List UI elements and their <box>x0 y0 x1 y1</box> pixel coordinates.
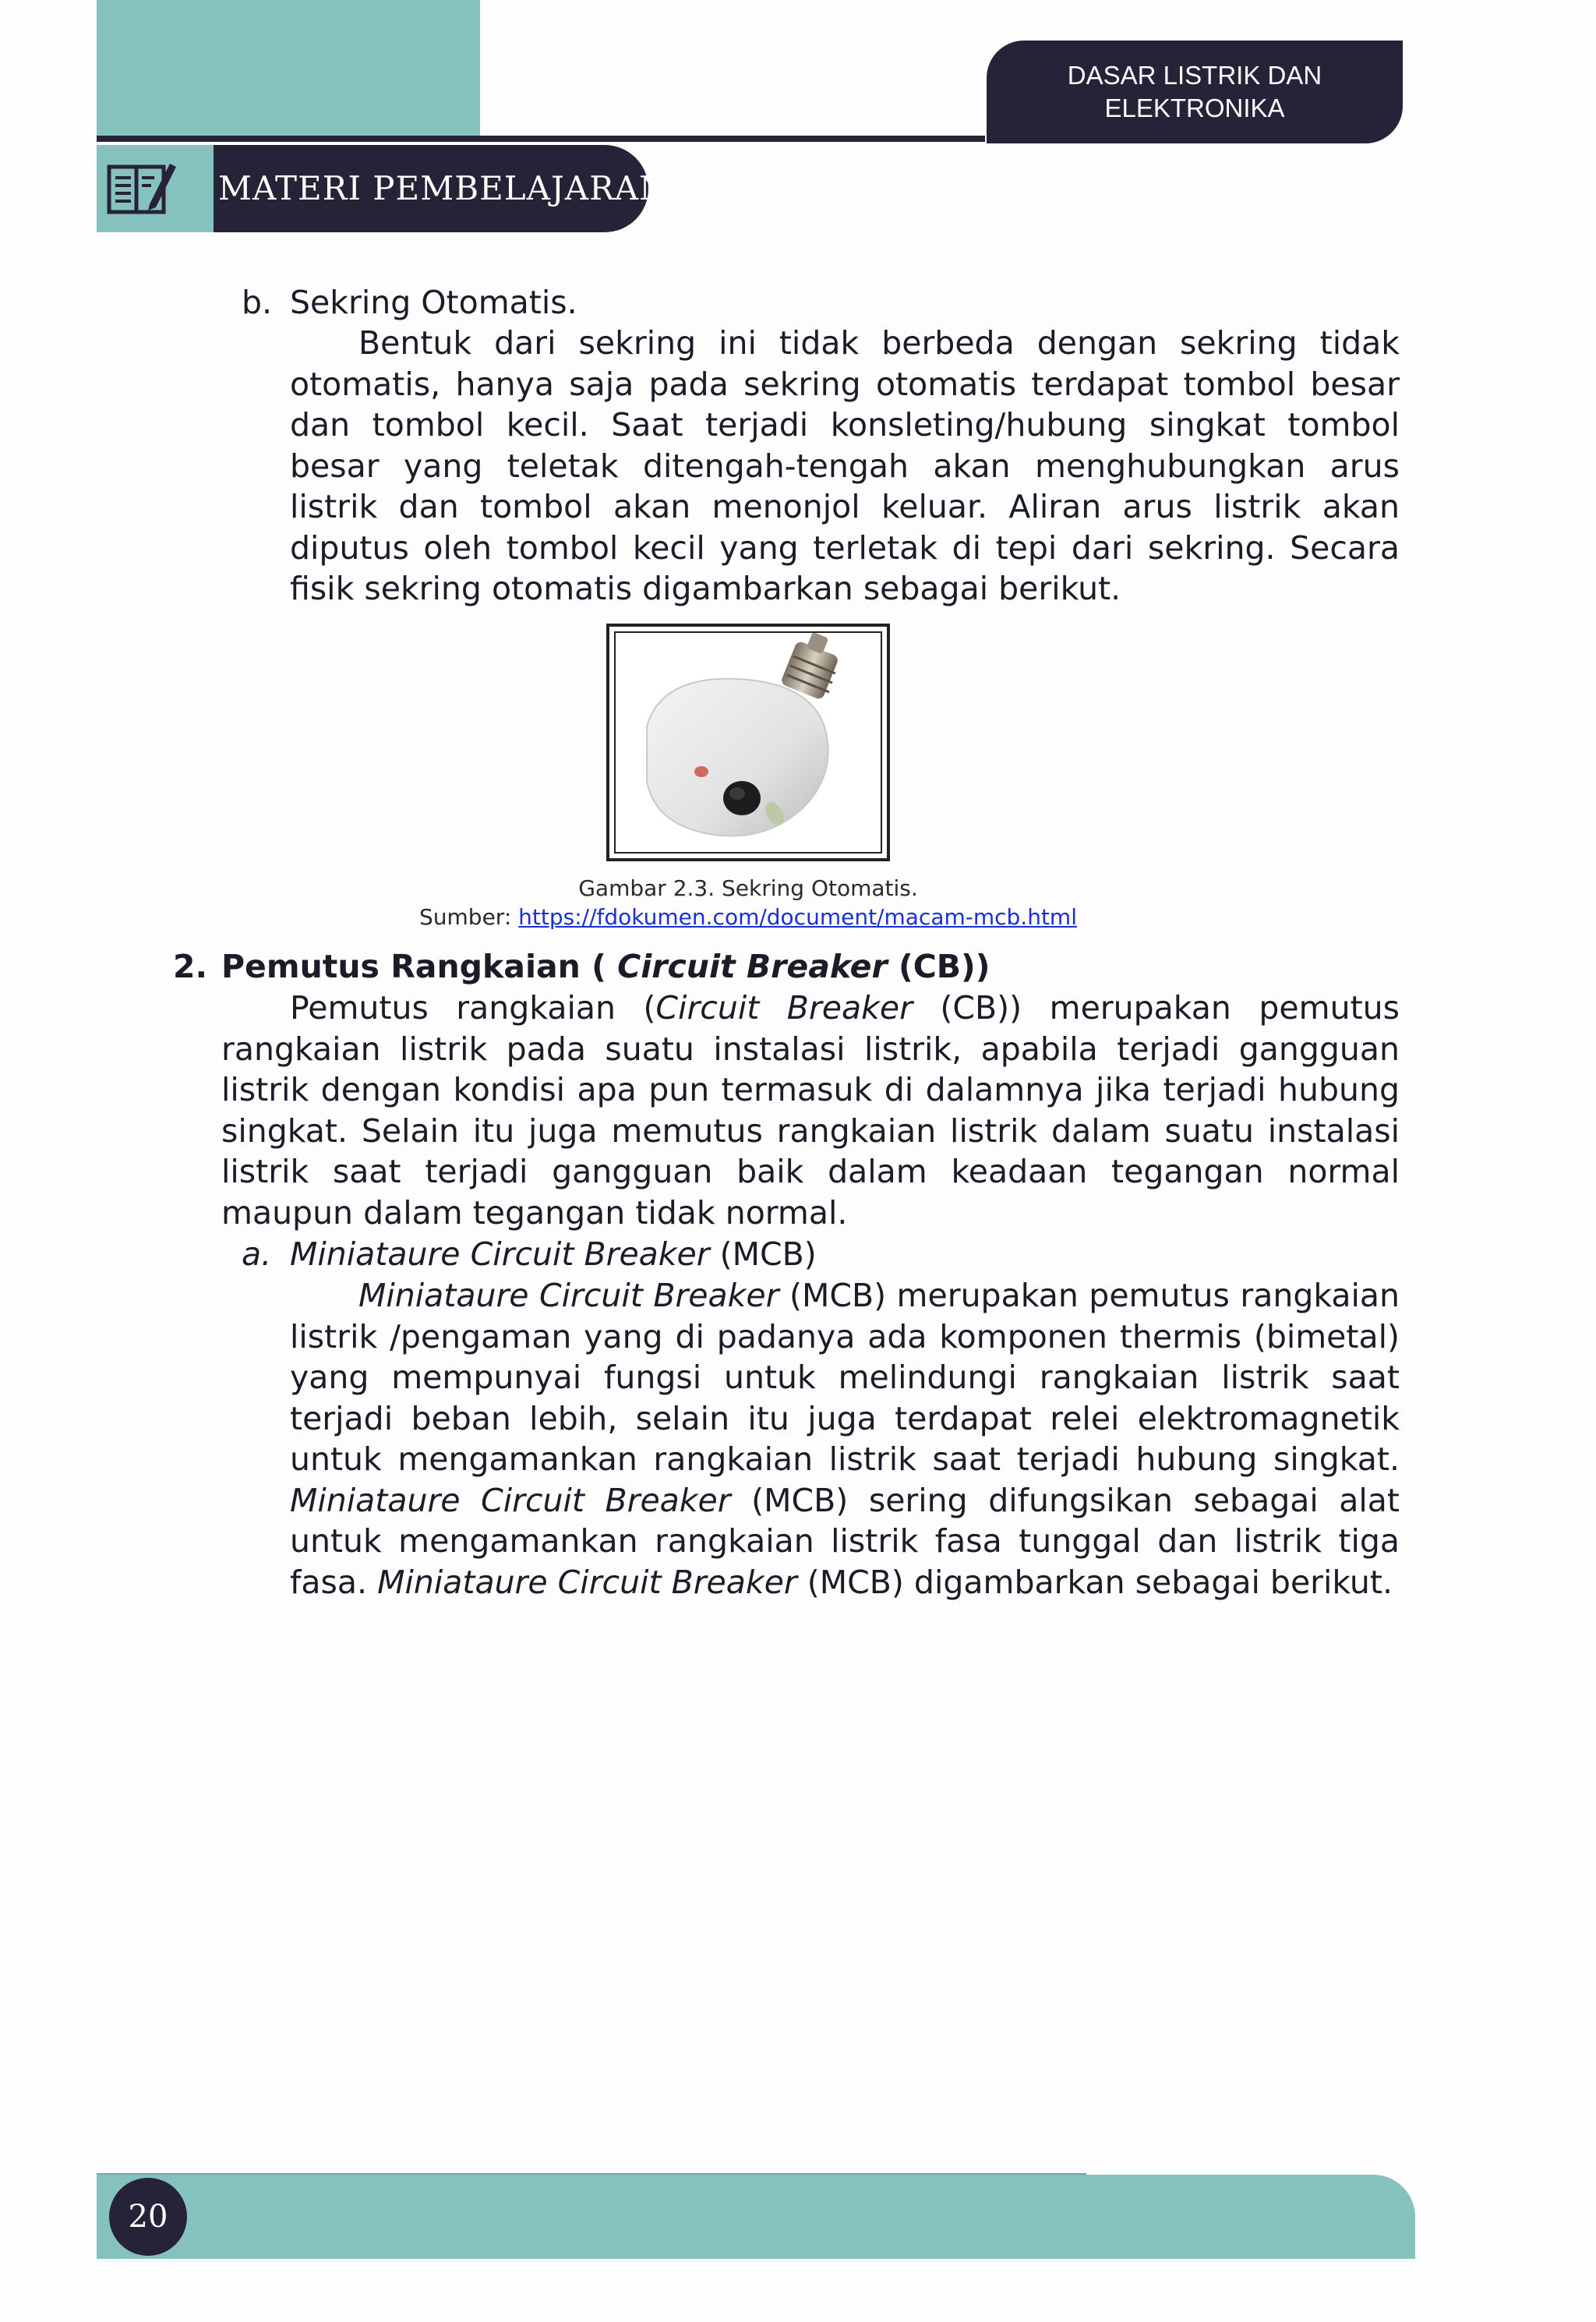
figure-source-link[interactable]: https://fdokumen.com/document/macam-mcb.html <box>518 904 1077 930</box>
page-number: 20 <box>109 2178 187 2256</box>
item-b-paragraph: Bentuk dari sekring ini tidak berbeda dengan sekring tidak otomatis, hanya saja pada sekring otomatis terdapat tombol besar dan tombol kecil. Saat terjadi konsleting/hubung singkat tombol besar yang teletak ditengah-tengah akan menghubungkan arus listrik dan tombol akan menonjol keluar. Aliran arus listrik akan diputus oleh tombol kecil yang terletak di tepi dari sekring. Secara fisik sekring otomatis digambarkan sebagai berikut. <box>290 324 1400 607</box>
subject-tab <box>987 41 1403 143</box>
section-2-paragraph <box>221 988 1400 1233</box>
figure-source-label: Sumber: <box>419 904 519 930</box>
item-a-para-part-1: (MCB) merupakan pemutus rangkaian listrik /pengaman yang di padanya ada komponen thermis (bimetal) yang mempunyai fungsi untuk melindungi rangkaian listrik saat terjadi beban lebih, selain itu juga terdapat relei elektromagnetik untuk mengamankan rangkaian listrik saat terjadi hubung singkat. <box>290 1277 1400 1478</box>
item-a-title-italic: Miniataure Circuit Breaker <box>290 1235 710 1273</box>
section-2-title <box>221 946 990 988</box>
item-a-para-italic-3: Miniataure Circuit Breaker <box>377 1563 797 1601</box>
section-2-title-italic: Circuit Breaker <box>617 948 888 985</box>
automatic-fuse-illustration <box>616 633 881 852</box>
figure-frame <box>606 624 890 861</box>
header-divider <box>97 136 985 142</box>
section-title: MATERI PEMBELAJARAN <box>218 169 669 207</box>
figure-caption: Gambar 2.3. Sekring Otomatis. <box>578 875 918 901</box>
item-a-para-part-3: (MCB) digambarkan sebagai berikut. <box>796 1563 1393 1601</box>
item-a-title-suffix: (MCB) <box>709 1235 817 1273</box>
item-a-paragraph <box>290 1275 1400 1603</box>
section-2-para-part2: (CB)) merupakan pemutus rangkaian listrik pada suatu instalasi listrik, apabila terjadi gangguan listrik dengan kondisi apa pun termasuk di dalamnya jika terjadi hubung singkat. Selain itu juga memutus rangkaian listrik dalam suatu instalasi listrik saat terjadi gangguan baik dalam keadaan tegangan normal maupun dalam tegangan tidak normal. <box>221 989 1400 1232</box>
item-a-title <box>290 1234 817 1275</box>
figure-image <box>614 631 882 854</box>
item-b-label: b. <box>242 284 273 321</box>
item-a-para-part-2: (MCB) sering difungsikan sebagai alat untuk mengamankan rangkaian listrik fasa tunggal dan listrik tiga fasa. <box>290 1481 1400 1601</box>
item-a-para-italic-1: Miniataure Circuit Breaker <box>358 1277 779 1314</box>
section-2-title-suffix: (CB)) <box>887 948 990 985</box>
item-a-para-italic-2: Miniataure Circuit Breaker <box>290 1481 731 1519</box>
subject-line-2: ELEKTRONIKA <box>1104 94 1285 122</box>
section-2-para-part1: Pemutus rangkaian ( <box>290 989 656 1027</box>
figure-source <box>0 903 1496 932</box>
subject-line-1: DASAR LISTRIK DAN <box>1067 61 1322 90</box>
section-2-para-italic: Circuit Breaker <box>655 989 913 1027</box>
book-pencil-icon <box>106 159 178 218</box>
item-a-label: a. <box>242 1235 272 1273</box>
section-2-number: 2. <box>173 948 208 985</box>
header-teal-block <box>97 0 480 140</box>
footer-bar <box>97 2175 1415 2259</box>
item-b-title: Sekring Otomatis. <box>290 284 577 321</box>
section-2-title-prefix: Pemutus Rangkaian ( <box>221 948 618 985</box>
